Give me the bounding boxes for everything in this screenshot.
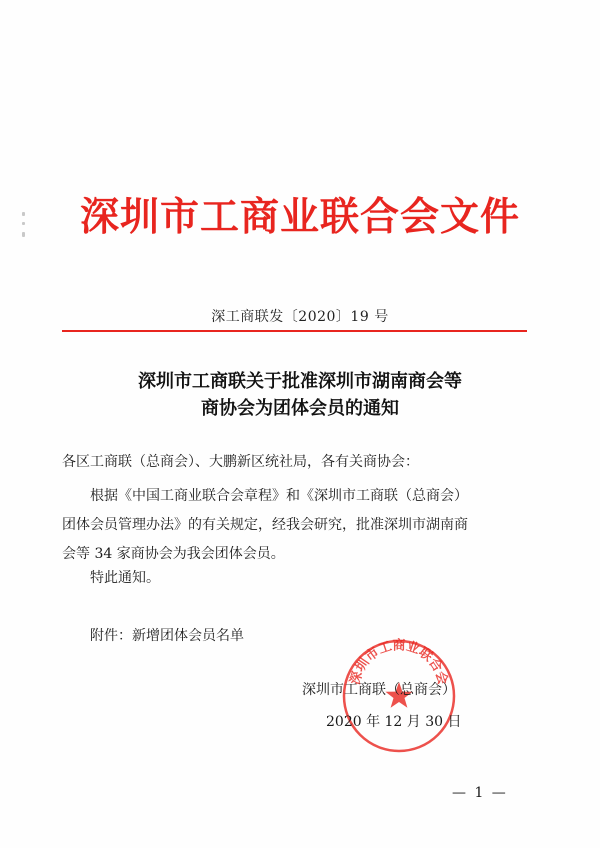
closing-text: 特此通知。 xyxy=(90,570,160,586)
notice-title xyxy=(0,368,600,422)
issue-date: 2020 年 12 月 30 日 xyxy=(326,714,462,730)
issuer-name: 深圳市工商联（总商会） xyxy=(302,682,456,698)
document-header-title: 深圳市工商业联合会文件 xyxy=(79,194,520,240)
page-number: — 1 — xyxy=(452,785,508,801)
body-line: 团体会员管理办法》的有关规定，经我会研究，批准深圳市湖南商 xyxy=(62,517,468,533)
body-line: 根据《中国工商业联合会章程》和《深圳市工商联（总商会） xyxy=(90,488,468,504)
salutation: 各区工商联（总商会）、大鹏新区统社局，各有关商协会： xyxy=(62,454,419,470)
header-divider xyxy=(62,330,527,332)
body-paragraph xyxy=(62,482,542,569)
notice-title-line: 商协会为团体会员的通知 xyxy=(201,398,399,419)
seal-text-path: 深圳市工商业联合会 xyxy=(348,638,450,687)
document-number: 深工商联发〔2020〕19 号 xyxy=(211,309,389,325)
body-line: 会等 34 家商协会为我会团体会员。 xyxy=(62,546,285,562)
notice-title-line: 深圳市工商联关于批准深圳市湖南商会等 xyxy=(138,371,462,392)
attachment-line: 附件：新增团体会员名单 xyxy=(90,628,244,644)
